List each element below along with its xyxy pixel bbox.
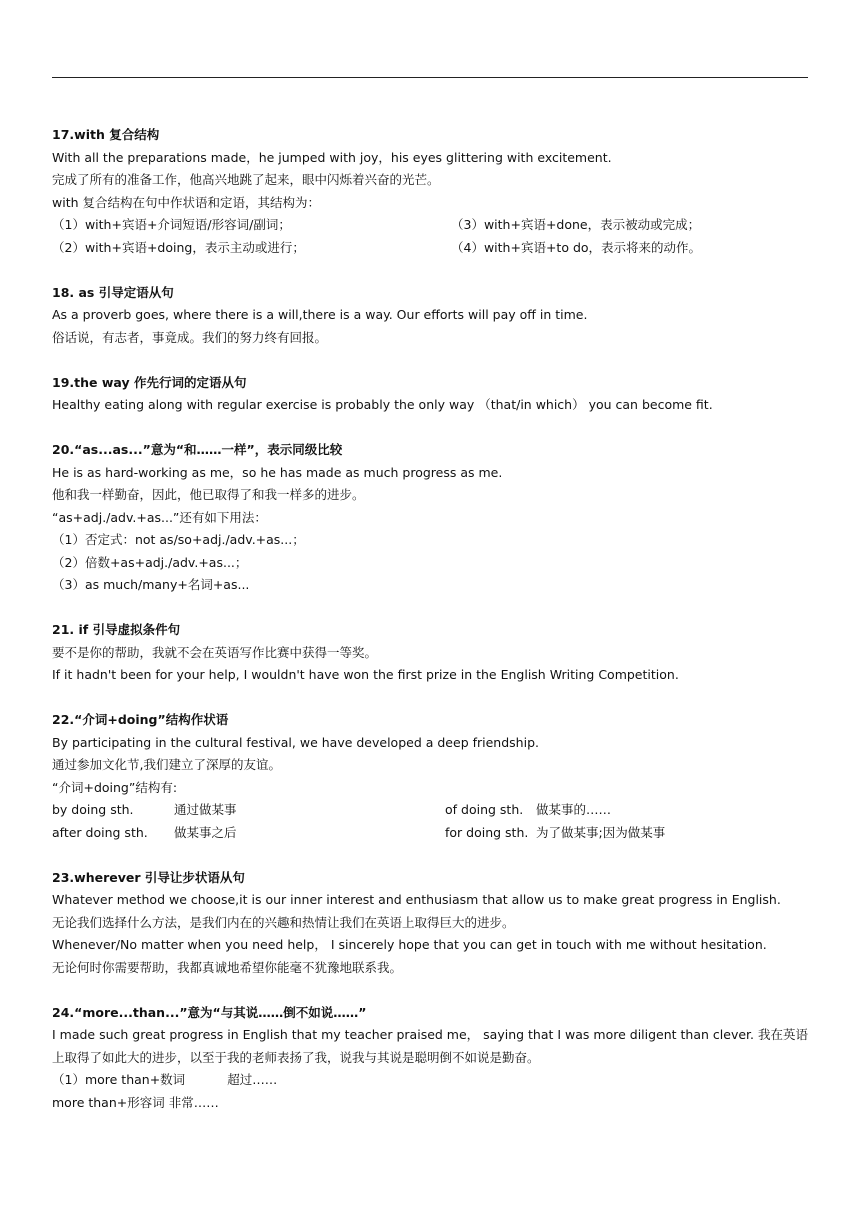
section-23-english-1: Whatever method we choose,it is our inner interest and enthusiasm that allow us to make great progress in English. <box>52 892 781 907</box>
section-19-title: 19.the way 作先行词的定语从句 <box>52 374 247 390</box>
section-19-english: Healthy eating along with regular exercise is probably the only way （that/in which） you can become fit. <box>52 397 713 412</box>
section-22-meaning-by: 通过做某事 <box>174 802 237 817</box>
section-17-row-2 <box>52 237 814 260</box>
section-22-title: 22.“介词+doing”结构作状语 <box>52 712 229 727</box>
section-20-title: 20.“as...as...”意为“和……一样”，表示同级比较 <box>52 442 343 457</box>
section-17-item-3: （3）with+宾语+done，表示被动或完成； <box>451 217 701 232</box>
document-body <box>52 124 814 1114</box>
section-18-english: As a proverb goes, where there is a will,there is a way. Our efforts will pay off in time. <box>52 307 588 322</box>
section-17-title: 17.with 复合结构 <box>52 127 160 142</box>
section-22-english: By participating in the cultural festival, we have developed a deep friendship. <box>52 734 539 750</box>
section-22-row-2 <box>52 822 814 845</box>
section-20-intro: “as+adj./adv.+as...”还有如下用法： <box>52 509 267 525</box>
section-22-phrase-by: by doing sth. <box>52 802 134 817</box>
section-22-phrase-for: for doing sth. <box>445 824 529 840</box>
section-20-item-1: （1）否定式：not as/so+adj./adv.+as...； <box>52 532 305 547</box>
section-17-item-4: （4）with+宾语+to do，表示将来的动作。 <box>451 239 702 255</box>
section-24-item-1 <box>52 1069 814 1092</box>
section-18-title: 18. as 引导定语从句 <box>52 284 174 300</box>
header-rule <box>52 77 808 78</box>
section-22-phrase-of: of doing sth. <box>445 802 524 817</box>
section-17-item-2: （2）with+宾语+doing，表示主动或进行； <box>52 239 305 255</box>
section-22-meaning-after: 做某事之后 <box>174 824 237 840</box>
section-24-title: 24.“more...than...”意为“与其说……倒不如说……” <box>52 1004 367 1020</box>
section-23-chinese-1: 无论我们选择什么方法，是我们内在的兴趣和热情让我们在英语上取得巨大的进步。 <box>52 914 515 930</box>
section-24-item-1-phrase: （1）more than+数词 <box>52 1072 186 1087</box>
section-21-english: If it hadn't been for your help, I wouldn't have won the first prize in the English Writing Competition. <box>52 667 679 682</box>
section-20-english: He is as hard-working as me，so he has made as much progress as me. <box>52 464 503 480</box>
section-21-chinese: 要不是你的帮助，我就不会在英语写作比赛中获得一等奖。 <box>52 644 378 660</box>
section-17-item-1: （1）with+宾语+介词短语/形容词/副词； <box>52 217 291 232</box>
section-24-item-1-meaning: 超过…… <box>227 1072 278 1087</box>
section-23-title: 23.wherever 引导让步状语从句 <box>52 869 245 885</box>
section-24-english: I made such great progress in English that my teacher praised me， saying that I was more diligent than clever. 我在英语上取得了如此大的进步，以至于我的老师表扬了我，说我与其说是聪明倒不如说是勤奋。 <box>52 1027 808 1065</box>
section-20-chinese: 他和我一样勤奋，因此，他已取得了和我一样多的进步。 <box>52 487 365 502</box>
section-23-english-2: Whenever/No matter when you need help， I sincerely hope that you can get in touch with me without hesitation. <box>52 937 767 952</box>
section-17-english: With all the preparations made，he jumped with joy，his eyes glittering with excitement. <box>52 149 612 165</box>
section-17-intro: with 复合结构在句中作状语和定语，其结构为： <box>52 194 320 210</box>
section-22-intro: “介词+doing”结构有: <box>52 779 178 795</box>
section-20-item-3: （3）as much/many+名词+as... <box>52 577 250 592</box>
section-22-meaning-for: 为了做某事;因为做某事 <box>536 824 666 840</box>
section-22-chinese: 通过参加文化节,我们建立了深厚的友谊。 <box>52 757 281 772</box>
section-22-meaning-of: 做某事的…… <box>536 802 612 817</box>
section-17-chinese: 完成了所有的准备工作，他高兴地跳了起来，眼中闪烁着兴奋的光芒。 <box>52 172 440 187</box>
section-23-chinese-2: 无论何时你需要帮助，我都真诚地希望你能毫不犹豫地联系我。 <box>52 959 403 975</box>
section-22-row-1 <box>52 799 814 822</box>
section-20-item-2: （2）倍数+as+adj./adv.+as...； <box>52 554 248 570</box>
section-17-row-1 <box>52 214 814 237</box>
section-24-item-2: more than+形容词 非常…… <box>52 1094 219 1110</box>
section-22-phrase-after: after doing sth. <box>52 824 148 840</box>
section-18-chinese: 俗话说，有志者，事竟成。我们的努力终有回报。 <box>52 329 328 345</box>
section-21-title: 21. if 引导虚拟条件句 <box>52 622 181 637</box>
